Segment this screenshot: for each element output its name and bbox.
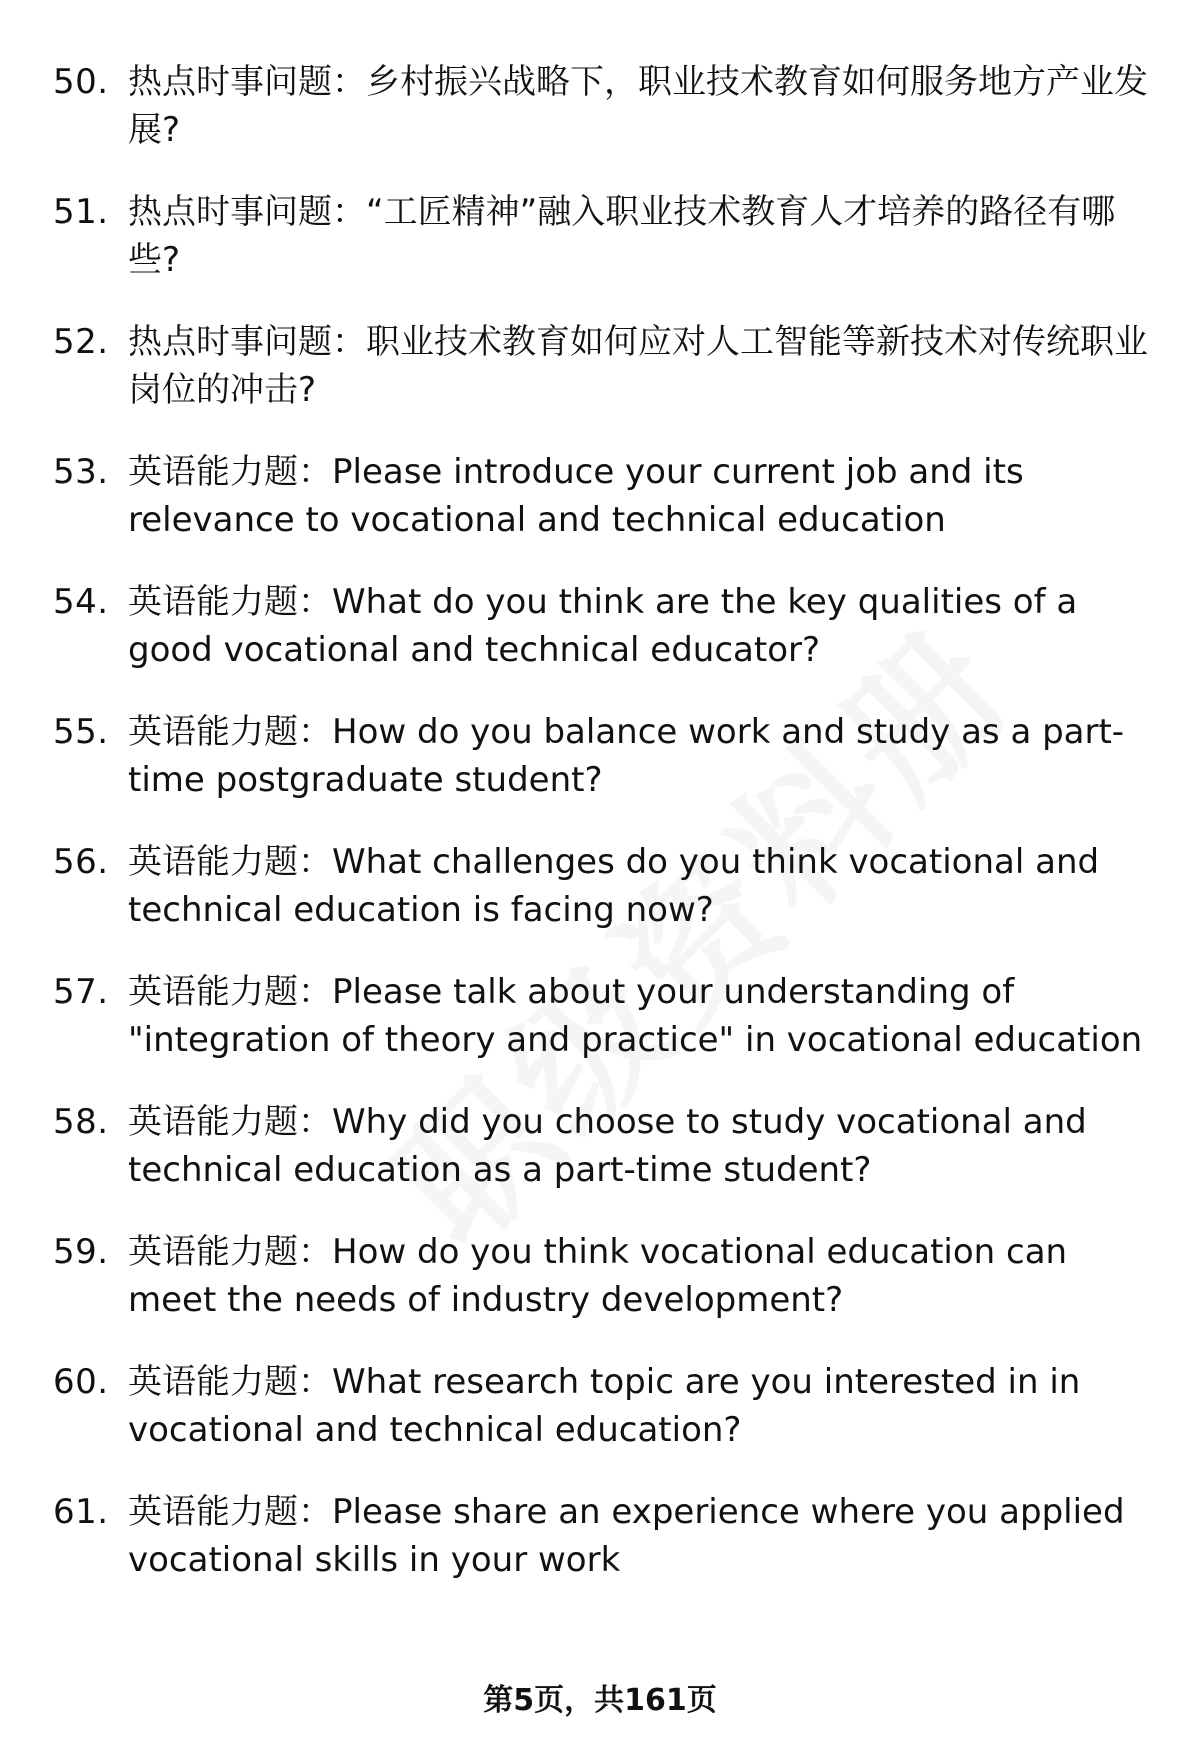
question-text: 英语能力题：Why did you choose to study vocational and technical education as a part-time student? [128,1102,1087,1190]
question-item [53,318,1163,414]
question-text: 英语能力题：Please introduce your current job and its relevance to vocational and technical education [128,452,1024,540]
question-text: 英语能力题：How do you balance work and study as a part-time postgraduate student? [128,712,1125,800]
question-item [53,58,1163,154]
question-item [53,838,1163,934]
question-text: 热点时事问题：职业技术教育如何应对人工智能等新技术对传统职业岗位的冲击? [128,322,1148,410]
page-footer: 第5页，共161页 [483,1683,717,1718]
question-number: 52. [53,322,109,362]
question-number: 54. [53,582,109,622]
question-item [53,578,1163,674]
question-item [53,968,1163,1064]
question-item [53,188,1163,284]
question-list [53,58,1163,1618]
question-text: 热点时事问题：乡村振兴战略下，职业技术教育如何服务地方产业发展? [128,62,1148,150]
question-item [53,1488,1163,1584]
question-number: 59. [53,1232,109,1272]
question-text: 英语能力题：Please talk about your understanding of "integration of theory and practice" in vocational education [128,972,1143,1060]
question-item [53,1228,1163,1324]
question-item [53,1098,1163,1194]
question-number: 55. [53,712,109,752]
question-number: 50. [53,62,109,102]
question-text: 英语能力题：What research topic are you interested in in vocational and technical education? [128,1362,1081,1450]
question-item [53,448,1163,544]
question-number: 60. [53,1362,109,1402]
question-text: 英语能力题：Please share an experience where you applied vocational skills in your work [128,1492,1125,1580]
question-number: 57. [53,972,109,1012]
question-item [53,708,1163,804]
question-text: 英语能力题：What challenges do you think vocational and technical education is facing now? [128,842,1100,930]
question-item [53,1358,1163,1454]
question-number: 51. [53,192,109,232]
question-number: 58. [53,1102,109,1142]
question-text: 英语能力题：What do you think are the key qualities of a good vocational and technical educator? [128,582,1078,670]
question-number: 56. [53,842,109,882]
question-number: 61. [53,1492,109,1532]
question-number: 53. [53,452,109,492]
question-text: 英语能力题：How do you think vocational education can meet the needs of industry development? [128,1232,1068,1320]
question-text: 热点时事问题：“工匠精神”融入职业技术教育人才培养的路径有哪些? [128,192,1116,280]
